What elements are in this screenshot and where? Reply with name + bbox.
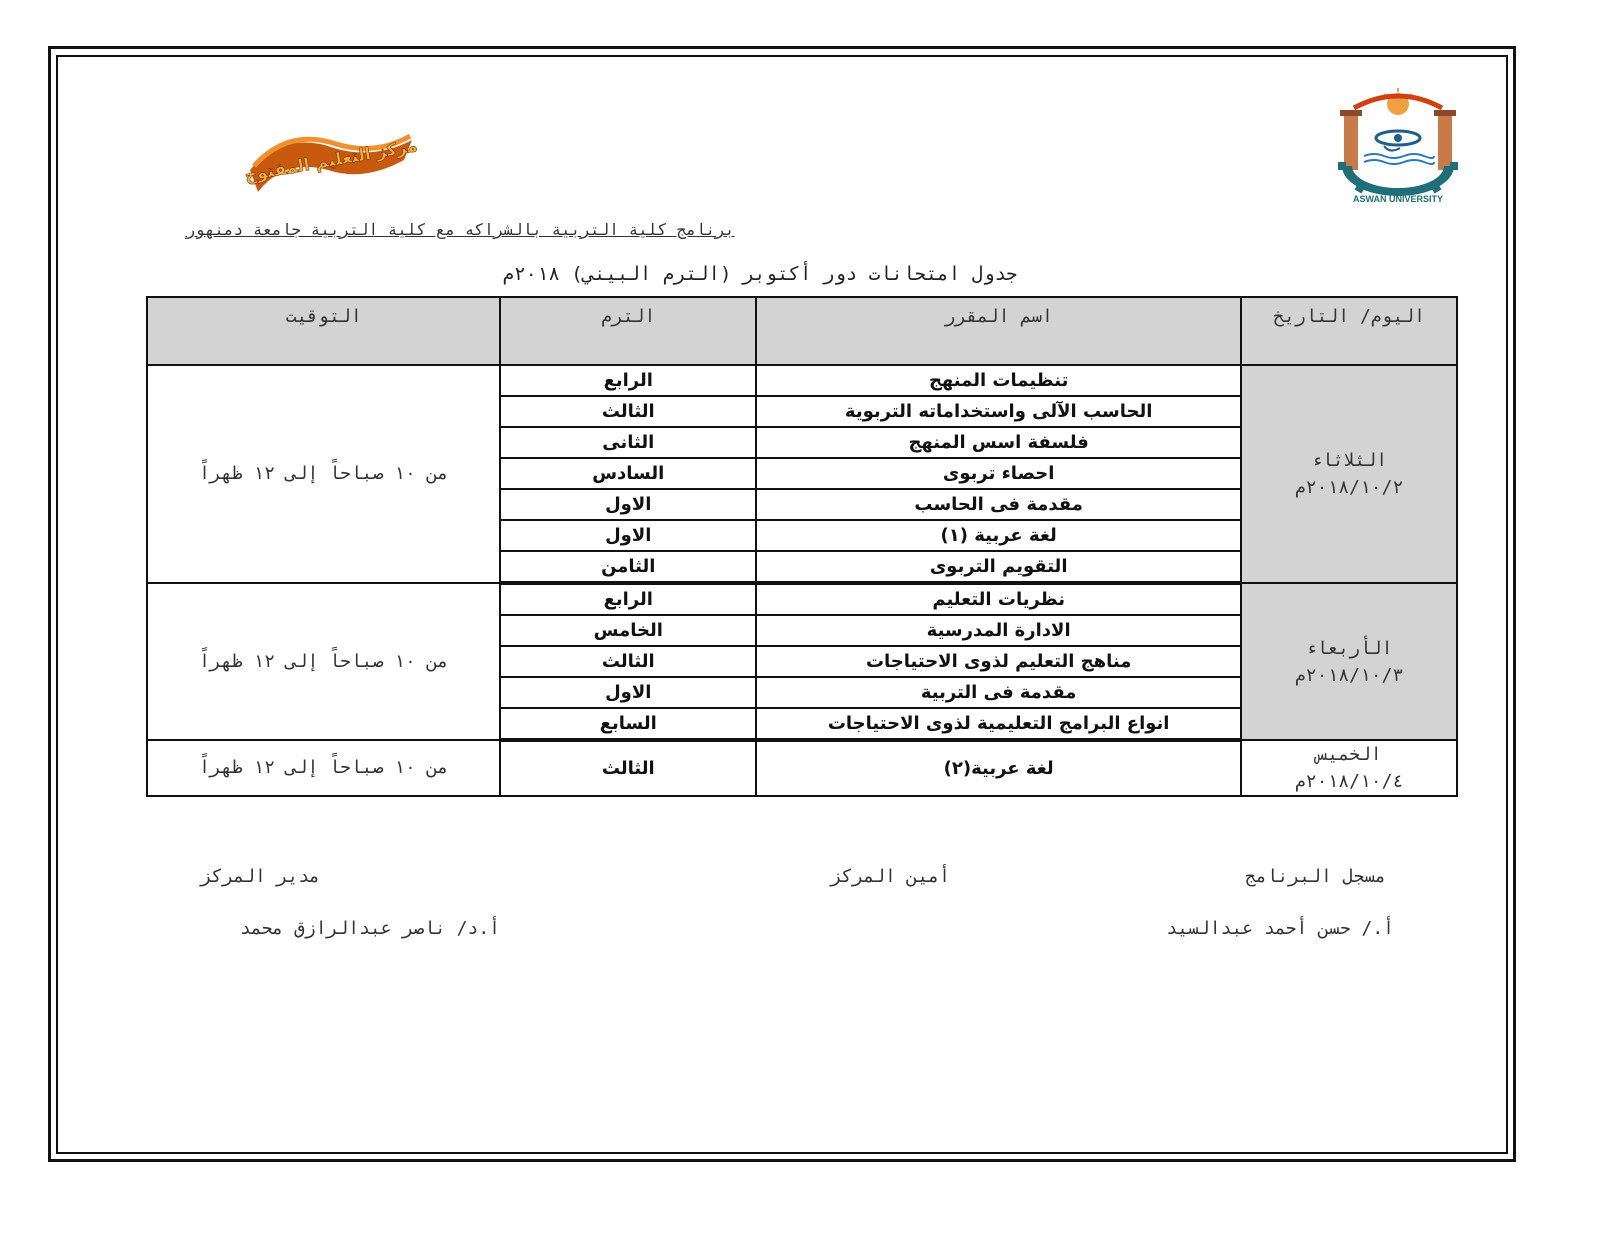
term-name: الثالث [500,396,756,427]
center-logo-text: مركز التعليم المفتوح [244,136,420,187]
term-name: الثامن [500,551,756,583]
course-name: الادارة المدرسية [756,615,1241,646]
term-name: الخامس [500,615,756,646]
course-name: احصاء تربوى [756,458,1241,489]
term-name: السادس [500,458,756,489]
day-cell [1241,583,1457,740]
time-cell: من ١٠ صباحاً إلى ١٢ ظهراً [147,740,500,796]
term-name: السابع [500,708,756,740]
day-date: ٢٠١٨/١٠/٢م [1294,477,1404,498]
table-row [147,583,1457,615]
schedule-title: جدول امتحانات دور أكتوبر (الترم البيني) ٢٠١٨م [502,263,1018,285]
course-name: التقويم التربوى [756,551,1241,583]
table-row [147,740,1457,796]
course-name: فلسفة اسس المنهج [756,427,1241,458]
course-name: لغة عربية (١) [756,520,1241,551]
day-cell [1241,365,1457,583]
term-name: الثالث [500,740,756,796]
day-date: ٢٠١٨/١٠/٣م [1294,664,1404,686]
director-title: مدير المركز [200,866,320,887]
day-cell [1241,740,1457,796]
term-name: الثالث [500,646,756,677]
registrar-title: مسجل البرنامج [1245,866,1386,887]
term-name: الاول [500,489,756,520]
time-cell: من ١٠ صباحاً إلى ١٢ ظهراً [147,583,500,740]
term-name: الرابع [500,365,756,396]
day-date: ٢٠١٨/١٠/٤م [1294,771,1404,792]
course-name: مقدمة فى الحاسب [756,489,1241,520]
time-cell: من ١٠ صباحاً إلى ١٢ ظهراً [147,365,500,583]
course-name: الحاسب الآلى واستخداماته التربوية [756,396,1241,427]
header-course: اسم المقرر [756,297,1241,365]
open-education-center-logo [244,120,420,202]
header-time: التوقيت [147,297,500,365]
secretary-title: أمين المركز [830,866,950,887]
course-name: مقدمة فى التربية [756,677,1241,708]
course-name: تنظيمات المنهج [756,365,1241,396]
term-name: الثانى [500,427,756,458]
course-name: مناهج التعليم لذوى الاحتياجات [756,646,1241,677]
table-row [147,365,1457,396]
header-day-date: اليوم/ التاريخ [1241,297,1457,365]
header-term: الترم [500,297,756,365]
registrar-name: أ./ حسن أحمد عبدالسيد [1166,918,1394,939]
day-name: الثلاثاء [1311,450,1388,471]
course-name: لغة عربية(٢) [756,740,1241,796]
term-name: الاول [500,520,756,551]
director-name: أ.د/ ناصر عبدالرازق محمد [239,918,500,939]
day-name: الخميس [1316,744,1382,765]
aswan-university-logo [1334,86,1462,204]
day-name: الأربعاء [1305,637,1393,659]
university-logo-text: ASWAN UNIVERSITY [1352,194,1444,204]
program-line: برنامج كلية التربية بالشراكه مع كلية التربية جامعة دمنهور [185,220,735,239]
course-name: انواع البرامج التعليمية لذوى الاحتياجات [756,708,1241,740]
term-name: الاول [500,677,756,708]
exam-schedule-table [146,296,1458,797]
course-name: نظريات التعليم [756,583,1241,615]
table-header-row [147,297,1457,365]
term-name: الرابع [500,583,756,615]
